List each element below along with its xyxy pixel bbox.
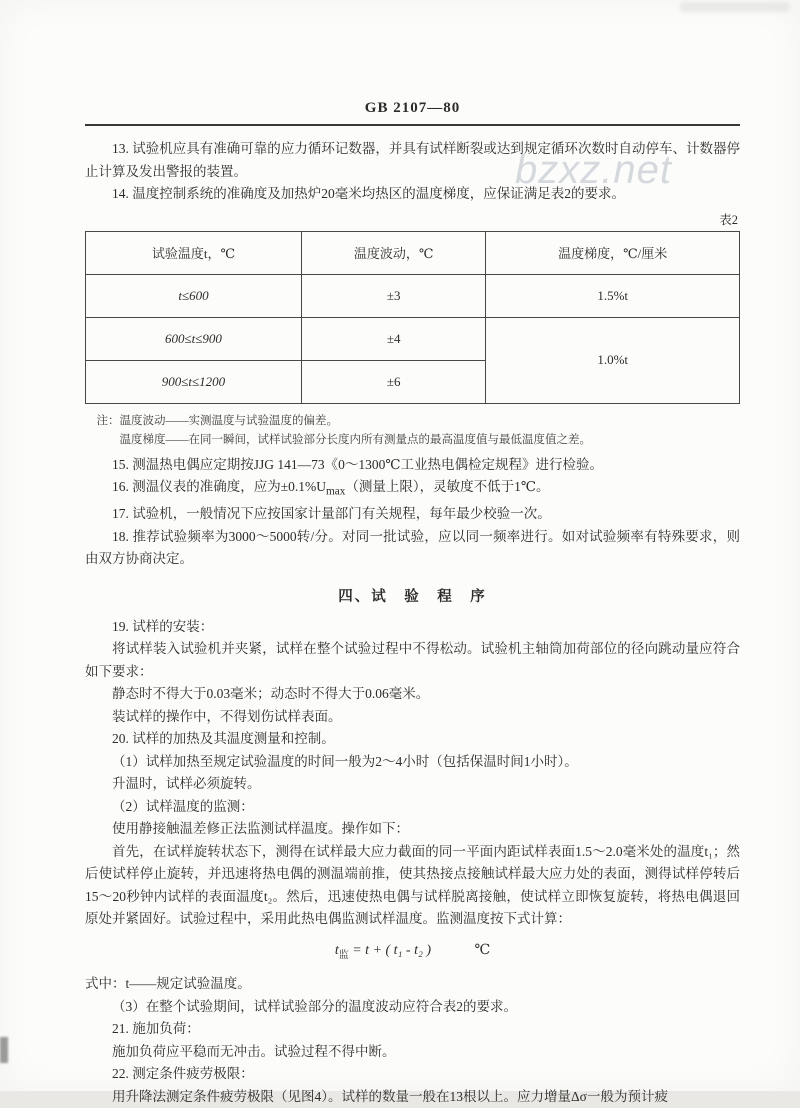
paragraph-15: 15. 测温热电偶应定期按JJG 141—73《0～1300℃工业热电偶检定规程》进行检验。 bbox=[112, 456, 603, 472]
table-notes bbox=[85, 412, 740, 450]
paragraph-21: 21. 施加负荷： bbox=[112, 1021, 200, 1037]
table-cell-gradient-2-3: 1.0%t bbox=[486, 317, 740, 403]
paragraph-20-1: （1）试样加热至规定试验温度的时间一般为2～4小时（包括保温时间1小时）。 bbox=[112, 753, 578, 769]
scan-artifact-bottom-left bbox=[0, 1037, 8, 1063]
paragraph-16-before: 16. 测温仪表的准确度，应为±0.1%U bbox=[112, 479, 327, 494]
scan-artifact-top bbox=[680, 2, 790, 12]
temperature-correction-formula bbox=[85, 939, 740, 968]
table-cell-fluctuation-2: ±4 bbox=[301, 317, 486, 360]
table-2 bbox=[85, 231, 740, 404]
formula-rhs: = t + ( t₁ - t₂ ) bbox=[352, 942, 431, 958]
table-header-temperature-fluctuation: 温度波动，℃ bbox=[301, 231, 486, 274]
paragraph-16 bbox=[85, 476, 740, 503]
table-cell-temp-range-2: 600≤t≤900 bbox=[86, 317, 302, 360]
paragraph-20-2a: 使用静接触温差修正法监测试样温度。操作如下： bbox=[112, 821, 409, 837]
table-2-label: 表2 bbox=[719, 212, 738, 227]
paragraph-21a: 施加负荷应平稳而无冲击。试验过程不得中断。 bbox=[112, 1043, 396, 1059]
table-cell-fluctuation-1: ±3 bbox=[301, 274, 486, 317]
table-cell-temp-range-1: t≤600 bbox=[86, 274, 302, 317]
paragraph-16-after: （测量上限），灵敏度不低于1℃。 bbox=[345, 479, 550, 494]
paragraph-19c: 装试样的操作中，不得划伤试样表面。 bbox=[112, 708, 342, 724]
paragraph-14: 14. 温度控制系统的准确度及加热炉20毫米均热区的温度梯度，应保证满足表2的要求。 bbox=[112, 186, 625, 201]
formula-lhs-subscript: 监 bbox=[338, 949, 349, 961]
table-cell-temp-range-3: 900≤t≤1200 bbox=[86, 360, 302, 403]
paragraph-20-1a: 升温时，试样必须旋转。 bbox=[112, 776, 261, 792]
paragraph-19: 19. 试样的安装： bbox=[112, 618, 214, 634]
paragraph-20-2: （2）试样温度的监测： bbox=[112, 798, 254, 814]
formula-legend: 式中：t——规定试验温度。 bbox=[85, 976, 251, 992]
section-4-heading: 四、试 验 程 序 bbox=[338, 588, 487, 605]
header-divider bbox=[85, 124, 740, 126]
paragraph-19a: 将试样装入试验机并夹紧，试样在整个试验过程中不得松动。试验机主轴筒加荷部位的径向跳动量应符合如下要求： bbox=[85, 641, 740, 679]
paragraph-22: 22. 测定条件疲劳极限： bbox=[112, 1066, 254, 1082]
table-cell-fluctuation-3: ±6 bbox=[301, 360, 486, 403]
note-temperature-fluctuation: 注：温度波动——实测温度与试验温度的偏差。 bbox=[96, 414, 338, 427]
paragraph-22a: 用升降法测定条件疲劳极限（见图4）。试样的数量一般在13根以上。应力增量Δσ一般为预计疲 bbox=[112, 1088, 668, 1104]
table-header-temperature-gradient: 温度梯度，℃/厘米 bbox=[486, 231, 740, 274]
standard-number-header: GB 2107—80 bbox=[364, 100, 461, 116]
table-row bbox=[86, 274, 740, 317]
page-content bbox=[85, 100, 740, 1108]
table-row bbox=[86, 317, 740, 360]
paragraph-19b: 静态时不得大于0.03毫米；动态时不得大于0.06毫米。 bbox=[112, 686, 430, 702]
paragraph-17: 17. 试验机，一般情况下应按国家计量部门有关规程，每年最少校验一次。 bbox=[112, 506, 551, 522]
formula-unit: ℃ bbox=[474, 942, 491, 958]
paragraph-20-2b: 首先，在试样旋转状态下，测得在试样最大应力截面的同一平面内距试样表面1.5～2.0毫米处的温度t₁；然后使试样停止旋转，并迅速将热电偶的测温端前推，使其热接点接触试样最大应力处的表面，测得试样停转后15～20秒钟内试样的表面温度t₂。然后，迅速使热电偶与试样脱离接触，使试样立即恢复旋转，将热电偶退回原处并紧固好。试验过程中，采用此热电偶监测试样温度。监测温度按下式计算： bbox=[85, 843, 740, 927]
paragraph-13: 13. 试验机应具有准确可靠的应力循环记数器，并具有试样断裂或达到规定循环次数时自动停车、计数器停止计算及发出警报的装置。 bbox=[85, 141, 740, 179]
note-temperature-gradient: 温度梯度——在同一瞬间，试样试验部分长度内所有测量点的最高温度值与最低温度值之差。 bbox=[119, 433, 591, 446]
paragraph-18: 18. 推荐试验频率为3000～5000转/分。对同一批试验，应以同一频率进行。如对试验频率有特殊要求，则由双方协商决定。 bbox=[85, 528, 740, 567]
table-header-row bbox=[86, 231, 740, 274]
table-cell-gradient-1: 1.5%t bbox=[486, 274, 740, 317]
watermark: bzxz.net bbox=[515, 148, 672, 192]
paragraph-20-3: （3）在整个试验期间，试样试验部分的温度波动应符合表2的要求。 bbox=[112, 998, 517, 1014]
paragraph-20: 20. 试样的加热及其温度测量和控制。 bbox=[112, 731, 335, 747]
formula-lhs-base: t bbox=[334, 942, 339, 958]
paragraph-16-subscript: max bbox=[326, 485, 346, 498]
table-header-test-temperature: 试验温度t，℃ bbox=[86, 231, 302, 274]
